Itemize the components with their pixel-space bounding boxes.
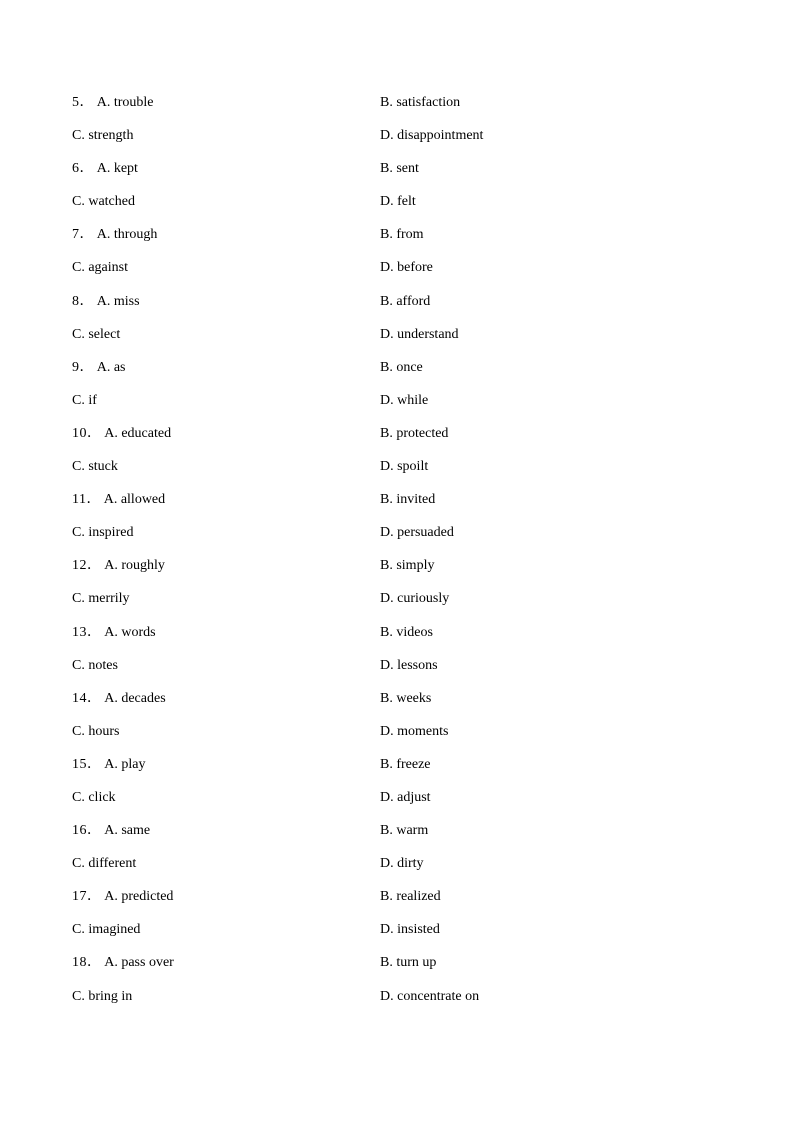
option-a <box>72 293 140 311</box>
option-d: D. concentrate on <box>380 988 480 1004</box>
option-a <box>72 94 154 112</box>
question-number: 9． <box>72 359 94 375</box>
option-c: C. different <box>72 856 137 872</box>
option-a <box>72 954 174 972</box>
question-row-ab <box>72 425 732 458</box>
question-row-ab <box>72 359 732 392</box>
option-a-text: A. pass over <box>104 955 174 971</box>
option-d: D. understand <box>380 326 459 342</box>
option-c: C. select <box>72 326 121 342</box>
option-b: B. freeze <box>380 756 431 772</box>
option-a <box>72 491 165 509</box>
option-a-text: A. miss <box>96 293 140 309</box>
option-c: C. bring in <box>72 988 133 1004</box>
question-number: 15． <box>72 756 102 772</box>
option-a-text: A. allowed <box>103 492 166 508</box>
option-a-text: A. educated <box>104 425 172 441</box>
option-d: D. disappointment <box>380 128 484 144</box>
option-d: D. while <box>380 392 429 408</box>
option-c: C. notes <box>72 657 118 673</box>
option-b: B. sent <box>380 161 419 177</box>
option-c: C. inspired <box>72 525 134 541</box>
question-row-ab <box>72 624 732 657</box>
option-a <box>72 160 138 178</box>
option-b: B. once <box>380 359 423 375</box>
option-b: B. realized <box>380 889 441 905</box>
question-row-cd <box>72 127 732 160</box>
option-b: B. invited <box>380 492 436 508</box>
option-a-text: A. decades <box>104 690 166 706</box>
question-row-ab <box>72 293 732 326</box>
question-row-ab <box>72 557 732 590</box>
question-number: 10． <box>72 425 102 441</box>
option-d: D. curiously <box>380 591 450 607</box>
question-row-cd <box>72 458 732 491</box>
question-row-cd <box>72 392 732 425</box>
option-a-text: A. predicted <box>104 889 174 905</box>
option-c: C. stuck <box>72 459 118 475</box>
question-row-ab <box>72 226 732 259</box>
question-row-cd <box>72 657 732 690</box>
option-d: D. felt <box>380 194 416 210</box>
option-c: C. hours <box>72 723 120 739</box>
option-d: D. lessons <box>380 657 438 673</box>
option-a <box>72 425 171 443</box>
question-number: 16． <box>72 823 102 839</box>
option-a <box>72 888 173 906</box>
option-a-text: A. trouble <box>96 95 154 110</box>
question-number: 5． <box>72 95 94 110</box>
option-b: B. from <box>380 227 424 243</box>
question-number: 13． <box>72 624 102 640</box>
question-row-cd <box>72 590 732 623</box>
option-a <box>72 557 165 575</box>
question-number: 12． <box>72 558 102 574</box>
question-row-ab <box>72 160 732 193</box>
option-a-text: A. kept <box>96 161 138 177</box>
question-row-cd <box>72 988 732 1021</box>
option-b: B. satisfaction <box>380 95 461 110</box>
option-d: D. moments <box>380 723 449 739</box>
question-row-cd <box>72 789 732 822</box>
question-list <box>72 94 732 1021</box>
option-c: C. if <box>72 392 97 408</box>
option-c: C. click <box>72 789 116 805</box>
option-a-text: A. roughly <box>104 558 165 574</box>
option-a <box>72 226 157 244</box>
option-b: B. weeks <box>380 690 432 706</box>
option-a <box>72 690 166 708</box>
option-c: C. watched <box>72 194 135 210</box>
option-b: B. warm <box>380 823 429 839</box>
option-a <box>72 359 126 377</box>
question-row-ab <box>72 491 732 524</box>
option-c: C. strength <box>72 128 134 144</box>
question-row-ab <box>72 822 732 855</box>
option-b: B. afford <box>380 293 431 309</box>
question-number: 17． <box>72 889 102 905</box>
option-d: D. before <box>380 260 433 276</box>
question-number: 18． <box>72 955 102 971</box>
question-number: 14． <box>72 690 102 706</box>
question-row-cd <box>72 259 732 292</box>
question-row-cd <box>72 524 732 557</box>
option-c: C. against <box>72 260 128 276</box>
option-c: C. imagined <box>72 922 141 938</box>
option-a <box>72 822 150 840</box>
question-row-ab <box>72 756 732 789</box>
question-row-cd <box>72 326 732 359</box>
option-a-text: A. same <box>104 823 151 839</box>
option-a-text: A. play <box>104 756 146 772</box>
question-row-ab <box>72 94 732 127</box>
option-d: D. dirty <box>380 856 424 872</box>
option-c: C. merrily <box>72 591 130 607</box>
question-number: 7． <box>72 227 94 243</box>
question-row-cd <box>72 193 732 226</box>
option-a-text: A. words <box>104 624 156 640</box>
question-number: 11． <box>72 492 101 508</box>
option-a <box>72 756 145 774</box>
question-row-cd <box>72 723 732 756</box>
question-row-ab <box>72 954 732 987</box>
option-a-text: A. as <box>96 359 126 375</box>
option-b: B. simply <box>380 558 435 574</box>
question-row-cd <box>72 921 732 954</box>
question-number: 6． <box>72 161 94 177</box>
question-row-ab <box>72 888 732 921</box>
question-row-ab <box>72 690 732 723</box>
option-d: D. spoilt <box>380 459 429 475</box>
question-row-cd <box>72 855 732 888</box>
option-b: B. protected <box>380 425 449 441</box>
option-d: D. insisted <box>380 922 440 938</box>
option-d: D. persuaded <box>380 525 454 541</box>
option-b: B. turn up <box>380 955 437 971</box>
question-number: 8． <box>72 293 94 309</box>
option-d: D. adjust <box>380 789 431 805</box>
option-b: B. videos <box>380 624 433 640</box>
option-a <box>72 624 156 642</box>
option-a-text: A. through <box>96 227 158 243</box>
